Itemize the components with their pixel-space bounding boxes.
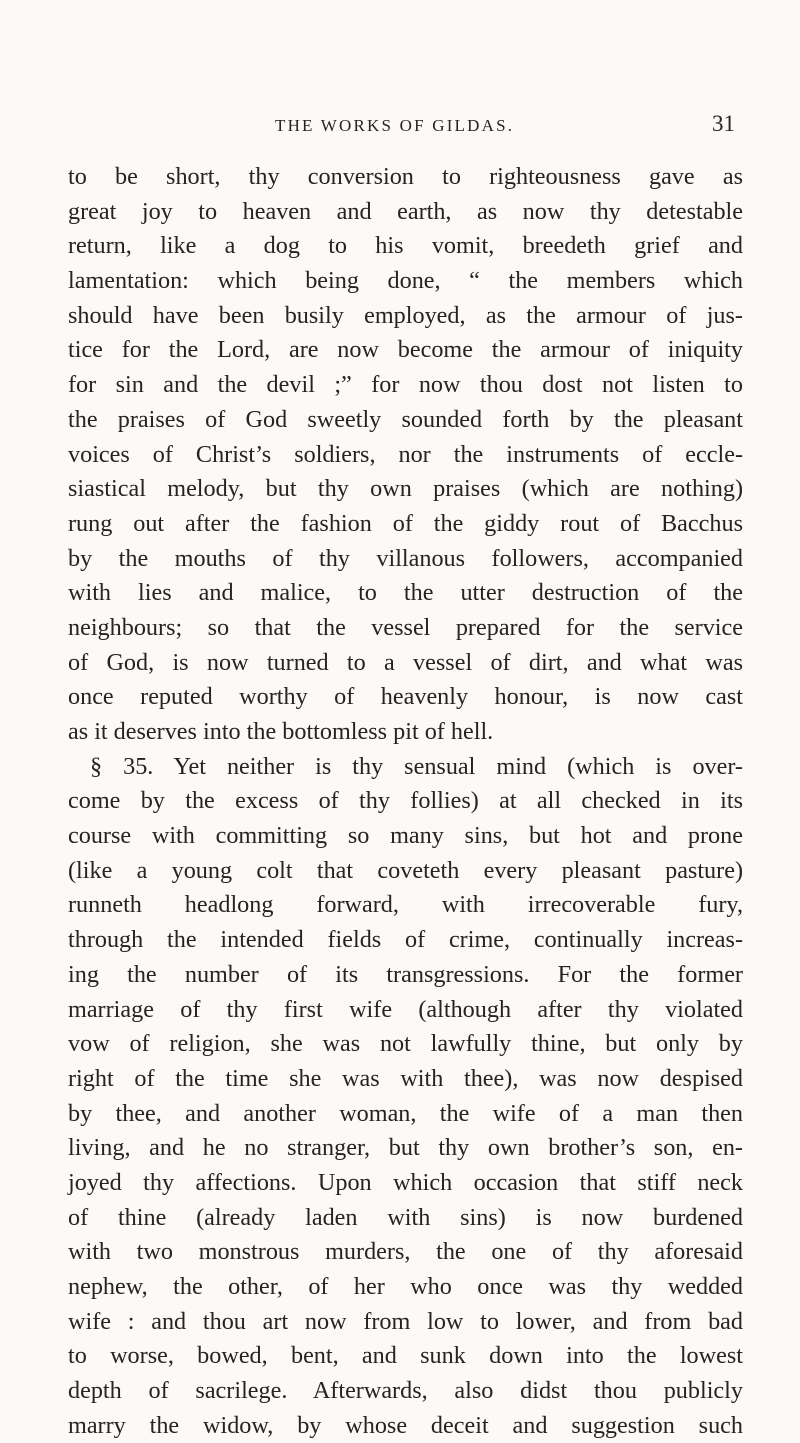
text-line: as it deserves into the bottomless pit of hell. <box>68 718 494 745</box>
running-title: THE WORKS OF GILDAS. <box>275 116 515 135</box>
text-line: with two monstrous murders, the one of thy aforesaid <box>68 1238 743 1266</box>
text-line: come by the excess of thy follies) at all checked in its <box>68 787 743 815</box>
body-text <box>68 160 743 1443</box>
text-line: siastical melody, but thy own praises (which are nothing) <box>68 475 743 503</box>
text-line: by thee, and another woman, the wife of a man then <box>68 1099 743 1127</box>
text-line: ing the number of its transgressions. For the former <box>68 960 743 988</box>
text-line: marry the widow, by whose deceit and suggestion such <box>68 1411 743 1439</box>
text-line: neighbours; so that the vessel prepared for the service <box>68 613 743 641</box>
text-line: (like a young colt that coveteth every pleasant pasture) <box>68 856 743 884</box>
text-line: right of the time she was with thee), was now despised <box>68 1064 743 1092</box>
text-line: tice for the Lord, are now become the armour of iniquity <box>68 336 743 364</box>
text-line: once reputed worthy of heavenly honour, is now cast <box>68 683 743 711</box>
text-line: voices of Christ’s soldiers, nor the instruments of eccle- <box>68 440 743 468</box>
text-line: course with committing so many sins, but hot and prone <box>68 822 743 850</box>
text-line: for sin and the devil ;” for now thou dost not listen to <box>68 371 743 399</box>
text-line: depth of sacrilege. Afterwards, also didst thou publicly <box>68 1377 743 1405</box>
text-line: great joy to heaven and earth, as now thy detestable <box>68 197 743 225</box>
text-line: to worse, bowed, bent, and sunk down into the lowest <box>68 1342 743 1370</box>
text-line: through the intended fields of crime, continually increas- <box>68 926 743 954</box>
text-line: to be short, thy conversion to righteousness gave as <box>68 163 743 190</box>
text-line: rung out after the fashion of the giddy rout of Bacchus <box>68 509 743 537</box>
text-line: runneth headlong forward, with irrecoverable fury, <box>68 891 743 919</box>
text-line: of thine (already laden with sins) is now burdened <box>68 1203 743 1231</box>
text-line: of God, is now turned to a vessel of dirt, and what was <box>68 648 743 676</box>
text-line: the praises of God sweetly sounded forth by the pleasant <box>68 405 743 433</box>
page-number: 31 <box>712 111 735 136</box>
text-line: should have been busily employed, as the armour of jus- <box>68 301 743 329</box>
text-line: by the mouths of thy villanous followers, accompanied <box>68 544 743 572</box>
text-line: lamentation: which being done, “ the members which <box>68 267 743 295</box>
text-line: return, like a dog to his vomit, breedeth grief and <box>68 232 743 260</box>
text-line: joyed thy affections. Upon which occasion that stiff neck <box>68 1168 743 1196</box>
text-line: with lies and malice, to the utter destruction of the <box>68 579 743 607</box>
text-line: wife : and thou art now from low to lower, and from bad <box>68 1307 743 1335</box>
running-head <box>0 111 800 138</box>
text-line: marriage of thy first wife (although after thy violated <box>68 995 743 1023</box>
paragraph-start-line: § 35. Yet neither is thy sensual mind (which is over- <box>90 752 743 780</box>
text-line: nephew, the other, of her who once was thy wedded <box>68 1273 743 1300</box>
text-line: living, and he no stranger, but thy own brother’s son, en- <box>68 1134 743 1162</box>
text-line: vow of religion, she was not lawfully thine, but only by <box>68 1030 743 1058</box>
